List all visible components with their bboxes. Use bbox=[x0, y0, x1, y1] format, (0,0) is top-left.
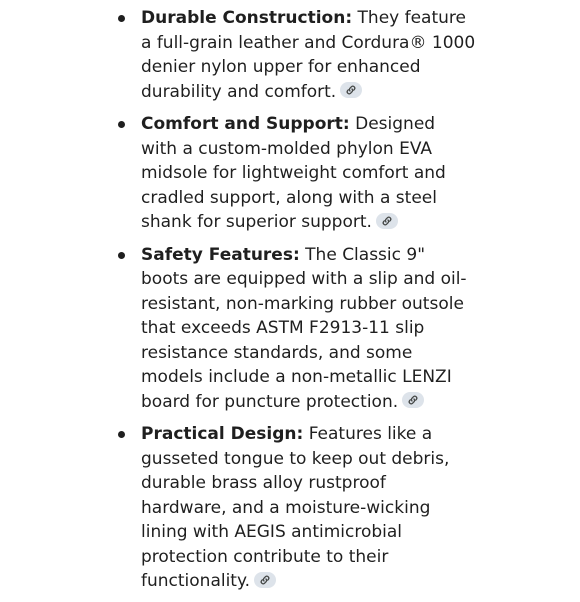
feature-description: They feature a full-grain leather and Cordura® 1000 denier nylon upper for enhanced durability and comfort. bbox=[141, 8, 476, 102]
feature-description: Features like a gusseted tongue to keep out debris, durable brass alloy rustproof hardware, and a moisture-wicking lining with AEGIS antimicrobial protection contribute to their functionality. bbox=[141, 424, 450, 591]
list-item-durable-construction bbox=[116, 6, 476, 104]
list-item-comfort-and-support bbox=[116, 112, 476, 235]
citation-link-button[interactable] bbox=[402, 392, 424, 408]
feature-title: Comfort and Support: bbox=[141, 114, 350, 134]
bullet-point bbox=[118, 252, 125, 259]
bullet-point bbox=[118, 15, 125, 22]
feature-description: The Classic 9" boots are equipped with a slip and oil-resistant, non-marking rubber outsole that exceeds ASTM F2913-11 slip resistance standards, and some models include a non-metallic LENZI board for puncture protection. bbox=[141, 244, 467, 412]
citation-link-button[interactable] bbox=[376, 213, 398, 229]
feature-title: Safety Features: bbox=[141, 244, 300, 265]
link-icon bbox=[345, 84, 357, 96]
list-item-safety-features bbox=[116, 243, 476, 415]
bullet-point bbox=[118, 431, 125, 438]
link-icon bbox=[407, 394, 419, 406]
list-item-practical-design bbox=[116, 422, 476, 594]
feature-title: Practical Design: bbox=[141, 424, 304, 444]
feature-title: Durable Construction: bbox=[141, 8, 353, 28]
feature-description: Designed with a custom-molded phylon EVA midsole for lightweight comfort and cradled support, along with a steel shank for superior support. bbox=[141, 114, 446, 232]
bullet-point bbox=[118, 121, 125, 128]
citation-link-button[interactable] bbox=[340, 82, 362, 98]
feature-list bbox=[116, 6, 476, 602]
link-icon bbox=[381, 215, 393, 227]
